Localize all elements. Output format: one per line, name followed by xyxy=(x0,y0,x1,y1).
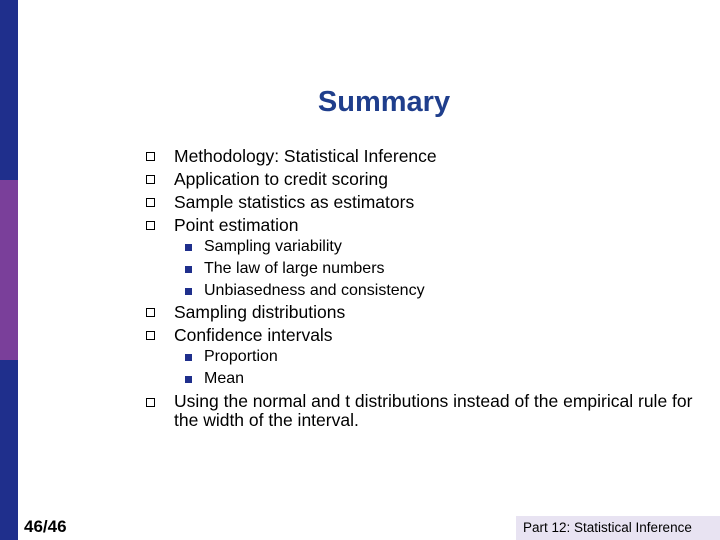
bullet-text: Methodology: Statistical Inference xyxy=(174,146,437,166)
filled-square-bullet-icon xyxy=(185,244,192,251)
bullet-text: Point estimation xyxy=(174,215,299,235)
sidebar-decoration xyxy=(0,0,18,540)
hollow-square-bullet-icon xyxy=(146,175,155,184)
hollow-square-bullet-icon xyxy=(146,331,155,340)
footer-box xyxy=(516,516,720,540)
sidebar-segment-middle xyxy=(0,180,18,360)
hollow-square-bullet-icon xyxy=(146,221,155,230)
hollow-square-bullet-icon xyxy=(146,198,155,207)
sub-bullet-text: The law of large numbers xyxy=(204,260,385,277)
hollow-square-bullet-icon xyxy=(146,152,155,161)
bullet-text: Confidence intervals xyxy=(174,325,333,345)
bullet-text: Sampling distributions xyxy=(174,302,346,322)
filled-square-bullet-icon xyxy=(185,354,192,361)
slide-title: Summary xyxy=(317,86,451,118)
sub-bullet-text: Unbiasedness and consistency xyxy=(204,282,425,299)
footer-text: Part 12: Statistical Inference xyxy=(523,520,692,535)
sub-bullet-text: Sampling variability xyxy=(204,238,342,255)
sub-bullet-text: Mean xyxy=(204,370,245,387)
sidebar-segment-bottom xyxy=(0,360,18,540)
bullet-text: Using the normal and t distributions instead of the empirical rule for the width of the interval. xyxy=(174,391,693,430)
sub-bullet-text: Proportion xyxy=(204,348,278,365)
hollow-square-bullet-icon xyxy=(146,308,155,317)
filled-square-bullet-icon xyxy=(185,288,192,295)
filled-square-bullet-icon xyxy=(185,376,192,383)
bullet-text: Application to credit scoring xyxy=(174,169,388,189)
hollow-square-bullet-icon xyxy=(146,398,155,407)
page-number: 46/46 xyxy=(24,517,67,536)
filled-square-bullet-icon xyxy=(185,266,192,273)
bullet-text: Sample statistics as estimators xyxy=(174,192,415,212)
